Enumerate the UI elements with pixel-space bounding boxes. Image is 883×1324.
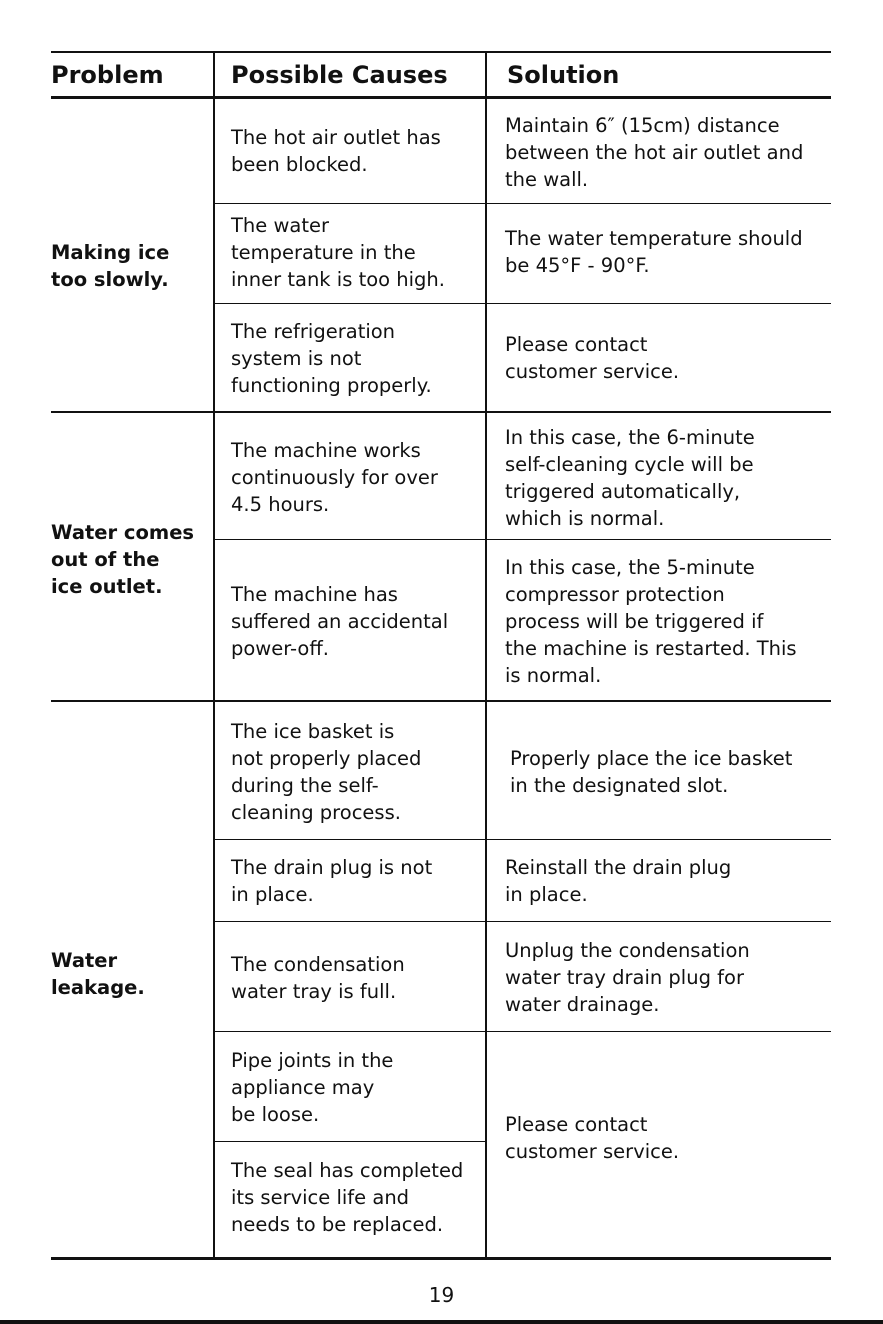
header-solution: Solution [507,61,620,89]
row-separator [214,839,831,840]
row-separator [214,921,831,922]
cause-cell: The hot air outlet has been blocked. [231,126,441,176]
solution-cell: Please contact customer service. [505,1113,680,1163]
table-top-rule [51,51,831,53]
solution-cell: The water temperature should be 45°F - 90°F. [505,227,803,277]
header-problem: Problem [51,61,164,89]
header-possible-causes: Possible Causes [231,61,448,89]
column-divider-problem [213,52,215,1259]
table-bottom-rule [51,1257,831,1260]
group-separator [51,411,831,413]
cause-cell: The condensation water tray is full. [231,953,405,1003]
solution-cell: Reinstall the drain plug in place. [505,856,732,906]
row-separator [214,203,831,204]
group-separator [51,700,831,702]
cause-cell: The seal has completed its service life and needs to be replaced. [231,1159,464,1236]
cause-cell: Pipe joints in the appliance may be loose. [231,1049,394,1126]
row-separator [214,1141,486,1142]
row-separator [214,303,831,304]
problem-making-ice-slowly: Making ice too slowly. [51,241,170,291]
cause-cell: The machine has suffered an accidental power-off. [231,583,449,660]
solution-cell: In this case, the 6-minute self-cleaning cycle will be triggered automatically, which is normal. [505,426,755,530]
solution-cell: In this case, the 5-minute compressor protection process will be triggered if the machine is restarted. This is normal. [505,556,797,687]
cause-cell: The water temperature in the inner tank is too high. [231,214,445,291]
solution-cell: Please contact customer service. [505,333,680,383]
problem-water-from-ice-outlet: Water comes out of the ice outlet. [51,521,195,598]
header-bottom-rule [51,96,831,99]
problem-water-leakage: Water leakage. [51,949,145,999]
solution-cell: Properly place the ice basket in the designated slot. [510,747,793,797]
solution-cell: Maintain 6″ (15cm) distance between the hot air outlet and the wall. [505,114,804,191]
cause-cell: The drain plug is not in place. [231,856,433,906]
row-separator [214,1031,831,1032]
cause-cell: The machine works continuously for over 4.5 hours. [231,439,438,516]
page-bottom-edge [0,1320,883,1324]
solution-cell: Unplug the condensation water tray drain plug for water drainage. [505,939,750,1016]
page-number: 19 [428,1283,455,1307]
row-separator [214,539,831,540]
cause-cell: The refrigeration system is not functioning properly. [231,320,432,397]
cause-cell: The ice basket is not properly placed during the self- cleaning process. [231,720,422,824]
column-divider-causes [485,52,487,1259]
